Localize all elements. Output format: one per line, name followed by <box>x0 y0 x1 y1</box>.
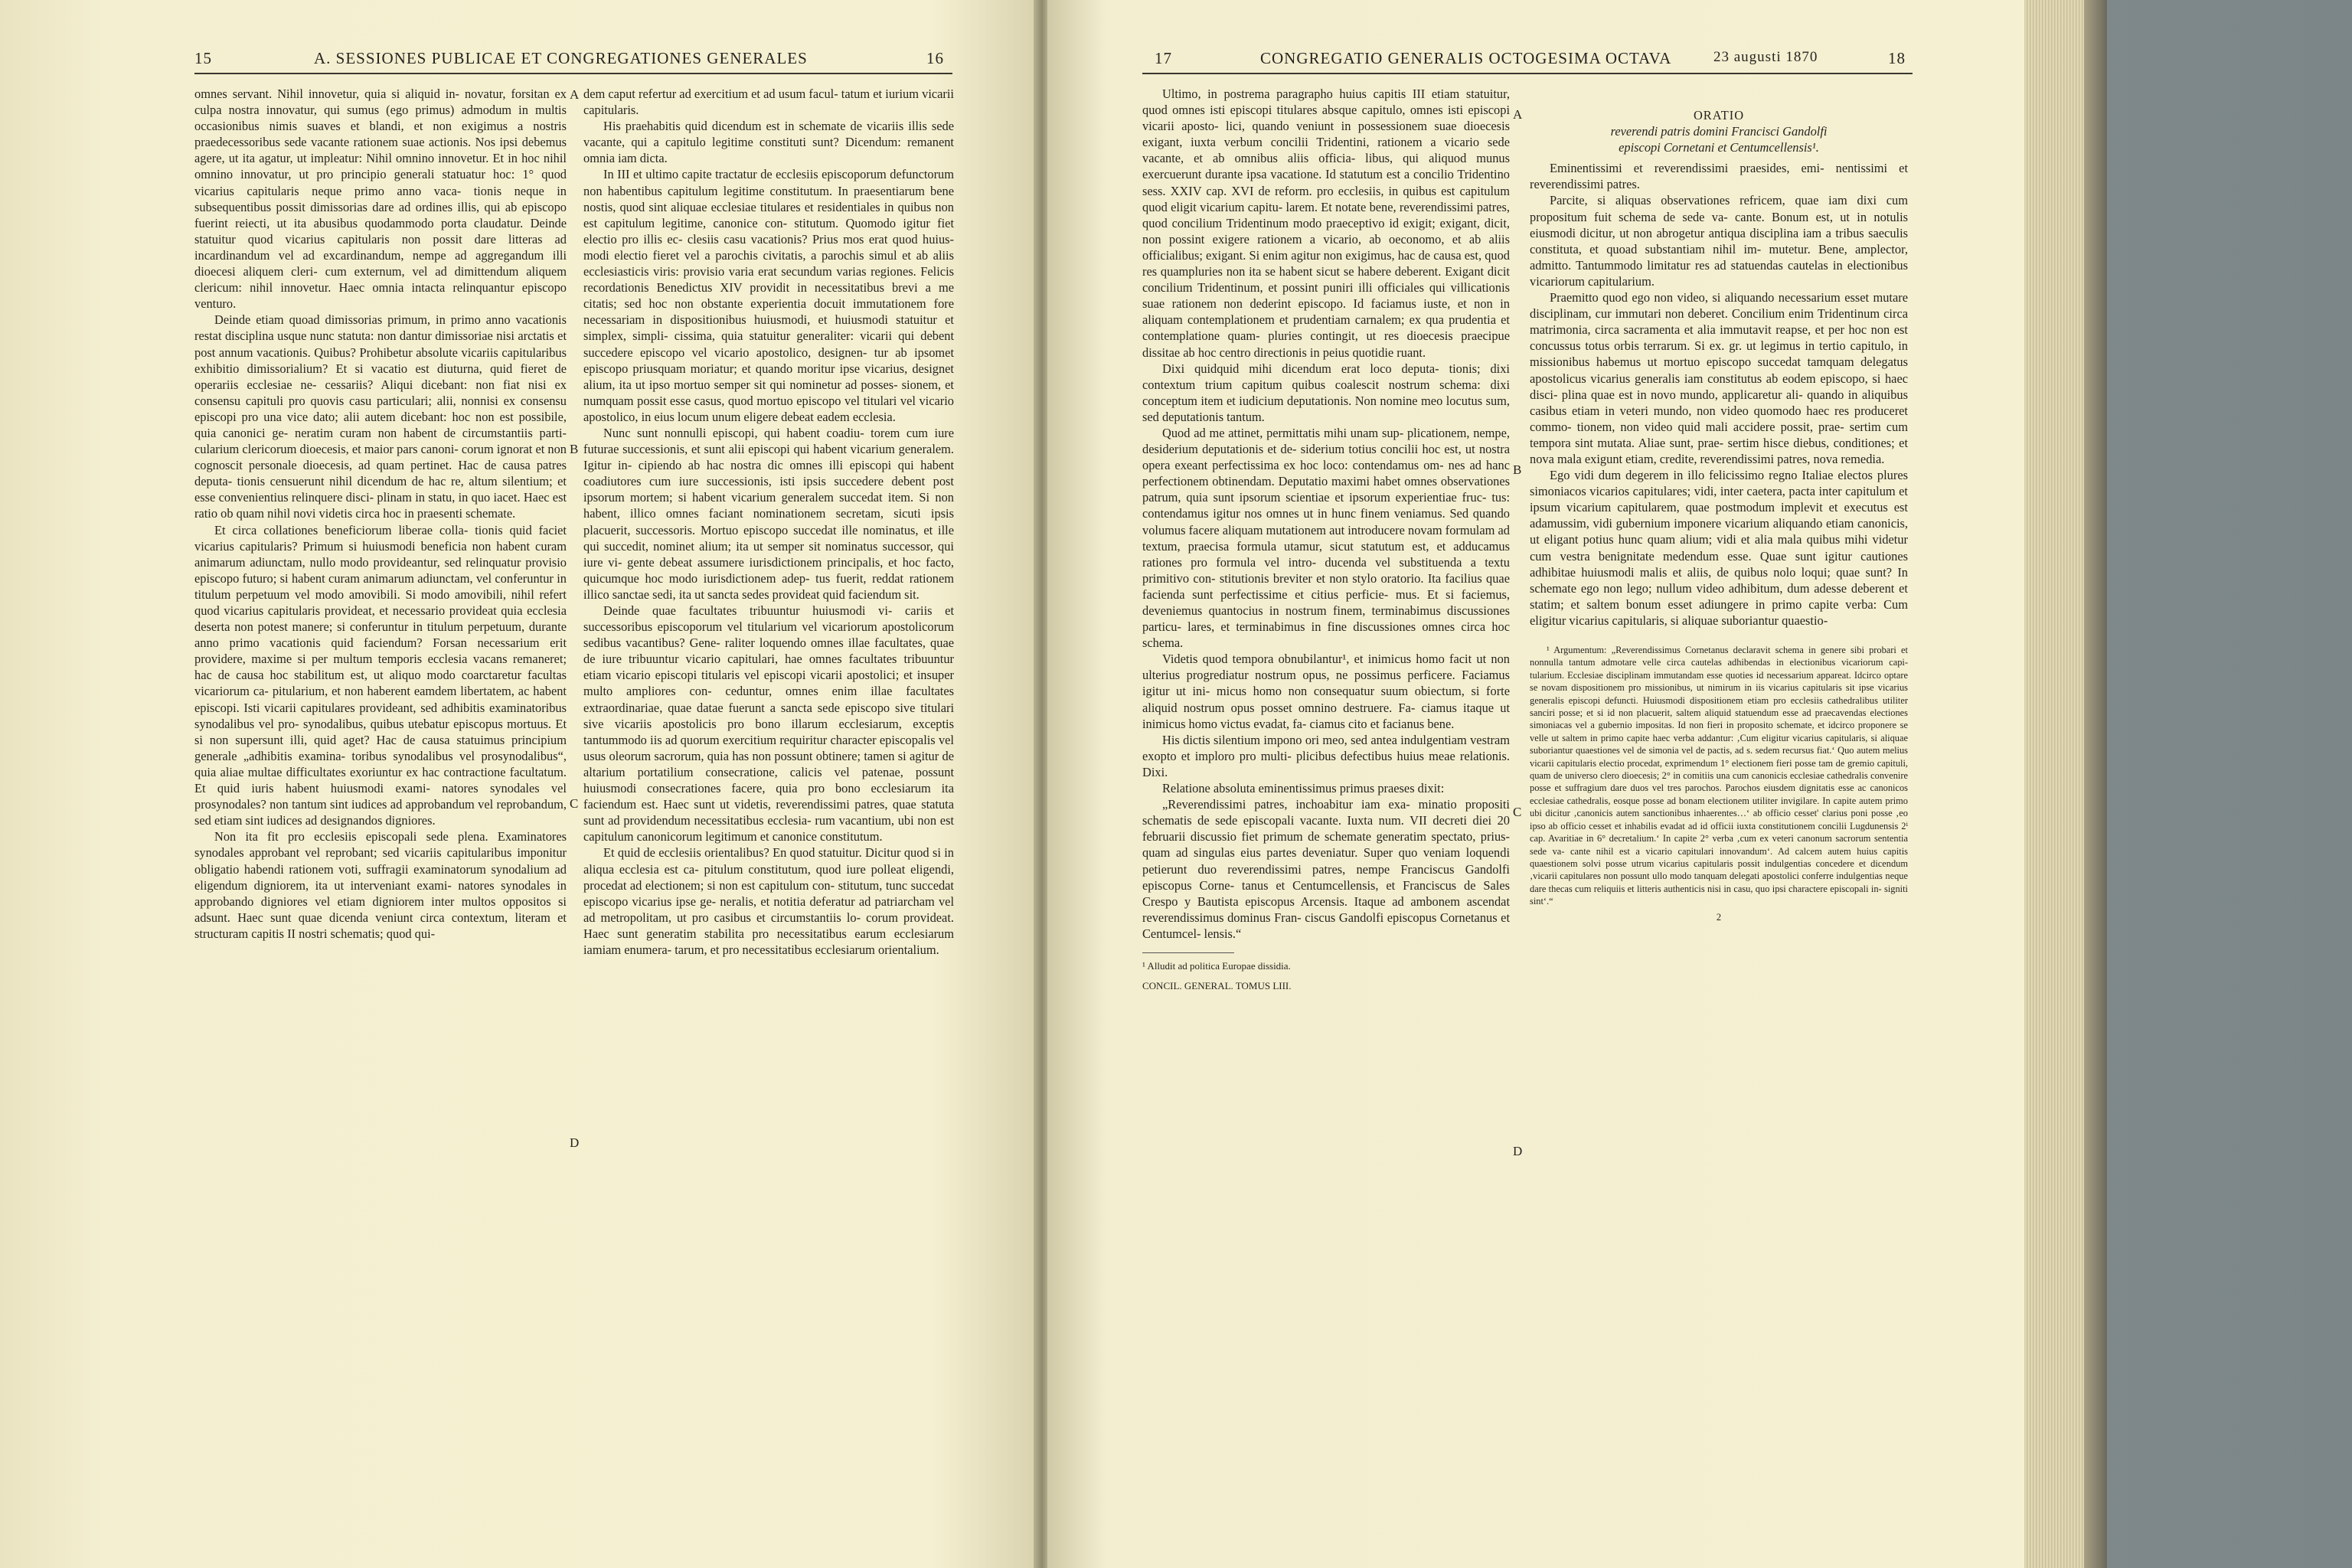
paragraph: Quod ad me attinet, permittatis mihi unam sup- plicationem, nempe, desiderium deputationis et de- siderium totius concilii hoc est, ut nostra opera exeant perfectissima ex hoc loco: contendamus om- nes ad hanc perfectionem obtinendam. Deputatio maximi habet omnes observationes patrum, quia sunt ipsorum scientiae et ipsorum experientiae fruc- tus: contendamus igitur nos omnes ut in hunc finem veniamus. Sed quando volumus facere aliquam mutationem aut introducere novam formulam ad textum, praecisa formula utamur, sicut statutum est, et adducamus rationes pro formula vel intro- ducenda vel substituenda a textu primitivo con- stitutionis breviter et non stylo oratorio. Ita facilius quae facienda sunt perfectissime et citius perficie- mus. Et si faciemus, deveniemus quantocius in nostrum finem, terminabimus discussiones particu- lares, et terminabimus in fine discussiones omnes circa hoc schema. <box>1142 425 1510 651</box>
paragraph: Praemitto quod ego non video, si aliquando necessarium esset mutare disciplinam, cur immutari non deberet. Concilium enim Tridentinum circa matrimonia, circa sacramenta et alia immutavit reapse, et per hoc non est concussus totus orbis terrarum. Si ex. gr. ut legimus in tertio capitulo, in missionibus habemus ut mortuo episcopo succedat tamquam delegatus apostolicus vicarius generalis iam constitutus ab eodem episcopo, si haec disci- plina quae est in novo mundo, applicaretur ali- quando in aliquibus casibus etiam in veteri mundo, non video quomodo haec res produceret commo- tionem, non video quid mali accidere possit, prae- sertim cum tempora sint mutata. Aliae sunt, prae- sertim hisce diebus, conditiones; et nova mala exigunt etiam, credite, reverendissimi patres, nova remedia. <box>1530 290 1908 466</box>
paragraph: Deinde etiam quoad dimissorias primum, in primo anno vacationis restat disciplina usque nunc statuta: non dantur dimissoriae nisi arctatis et post annum vacationis. Quibus? Prohibetur absolute vicariis capitularibus exhibitio dimissorialium? Et si vacatio est diuturna, quid fieret de operariis ecclesiae ne- cessariis? Aliqui dicebant: non fiat nisi ex consensu capituli pro quovis casu particulari; alii, nonnisi ex consensu episcopi pro una vice dato; alii autem dicebant: hoc non est possibile, quia canonici ge- neratim curam non habent de circumstantiis parti- cularium clericorum dioecesis, et maior pars canoni- corum ignorat et non cognoscit personale dioecesis, ad quam pertinet. Hac de causa patres deputa- tionis censuerunt nihil dicendum de hac re, altum silentium; et esse convenientius relinquere disci- plinam in statu, in quo iacet. Haec est ratio ob quam nihil novi videtis circa hoc in praesenti schemate. <box>194 312 567 521</box>
paragraph: In III et ultimo capite tractatur de ecclesiis episcoporum defunctorum non habentibus capitulum legitime constitutum. In praesentiarum bene nostis, quod sint aliquae ecclesiae titulares et residentiales in quibus non est capitulum legitime, canonice con- stitutum. Quomodo igitur fiet electio pro illis ec- clesiis casu vacationis? Prius mos erat quod huius- modi electio fieret vel a parochis civitatis, a parochis simul et ab aliis ecclesiasticis viris: provisio varia erat secundum varias regiones. Felicis recordationis Benedictus XIV providit in necessitatibus brevi a me citatis; sed hoc non obstante experientia docuit immutationem fore necessariam in dispositionibus huiusmodi, et huiusmodi statuitur et simplex, simpli- cissima, quia statuitur generaliter: vicarii qui debent succedere episcopo vel vicario apostolico, designen- tur ab ipsomet episcopo priusquam moriatur; et quando moritur ipse vicarius, designet alium, ita ut ipso mortuo semper sit qui nominetur ad posses- sionem, et numquam possit esse casus, quod mortuo episcopo vel titulari vel vicario apostolico, in eius locum unum eligere debeat eadem ecclesia. <box>583 167 954 424</box>
paragraph: Relatione absoluta eminentissimus primus praeses dixit: <box>1162 781 1445 796</box>
page-number-15: 15 <box>194 49 212 67</box>
right-page-column-2 <box>1530 107 1908 923</box>
oratio-subtitle: episcopi Cornetani et Centumcellensis¹. <box>1619 140 1819 155</box>
paragraph: Parcite, si aliquas observationes refricem, quae iam dixi cum propositum fuit schema de sede va- cante. Bonum est, ut in notulis eiusmodi dicitur, ut non abrogetur antiqua disciplina iam a tribus saeculis constituta, et quoad substantiam nihil im- mutetur. Bene, amplector, admitto. Tantummodo limitatur res ad statuendas cautelas in electionibus vicariorum capitularium. <box>1530 193 1908 289</box>
book-cover-edge <box>2084 0 2107 1568</box>
paragraph: Et quid de ecclesiis orientalibus? En quod statuitur. Dicitur quod si in aliqua ecclesia est ca- pitulum constitutum, quod iure polleat eligendi, procedat ad electionem; si non est capitulum con- stitutum, tunc succedat episcopo vicarius ipse ge- neralis, et notitia deferatur ad patriarcham vel ad metropolitam, ut pro casibus et circumstantiis lo- corum provideat. Haec sunt generatim stabilita pro necessitatibus earum ecclesiarum iamiam enumera- tarum, et pro necessitatibus ecclesiarum orientalium. <box>583 845 954 957</box>
signature-line: CONCIL. GENERAL. TOMUS LIII. <box>1142 979 1292 991</box>
footnote: ¹ Alludit ad politica Europae dissidia. <box>1142 959 1291 972</box>
paragraph: Videtis quod tempora obnubilantur¹, et inimicus homo facit ut non ulterius progrediatur nostrum opus, ne possimus perficere. Faciamus igitur ut ini- micus homo non consequatur suum obiectum, si forte aliquid nostrum opus posset omnino destruere. Fa- ciamus itaque ut inimicus homo victus evadat, fa- ciamus cito et facianus bene. <box>1142 652 1510 731</box>
paragraph: Eminentissimi et reverendissimi praesides, emi- nentissimi et reverendissimi patres. <box>1530 161 1908 192</box>
page-number-18: 18 <box>1888 49 1906 67</box>
right-page-column-1 <box>1142 86 1510 993</box>
paragraph: Non ita fit pro ecclesiis episcopali sede plena. Examinatores synodales approbant vel reprobant; sed vicariis capitularibus imponitur obligatio habendi rationem voti, suffragii examinatorum synodalium ad eligendum digniorem, ita ut interveniant exami- natores synodales in approbando digniores vel etiam digniorem inter multos oppositos si adsunt. Haec sunt quae dicenda veniunt circa contextum, literam et structuram capitis II nostri schematis; quod qui- <box>194 829 567 941</box>
margin-letter-b: B <box>570 442 579 456</box>
footnote-argumentum: ¹ Argumentum: „Reverendissimus Cornetanus declaravit schema in genere sibi probari et nonnulla tantum admotare velle circa cautelas adhibendas in electionibus vicariorum capi- tularium. Ecclesiae disciplinam immutandam esse quoties id necessarium appareat. Idcirco optare se novam dispositionem pro missionibus, ut nimirum in iis vicarius capitularis sit ipse vicarius generalis episcopi defuncti. Huiusmodi dispositionem etiam pro ecclesiis cathedralibus utiliter sanciri posse; et si id non placuerit, saltem aliquid statuendum esse ad praecavendas electiones simoniacas vel a gubernio impositas. Id non fieri in proposito schemate, et idcirco proponere se velle ut saltem in primo capite haec verba addantur: ‚Cum eligitur vicarius capitularis, si aliquae suboriantur quaestiones vel de simonia vel de pactis, ad s. sedem recursus fiat.‘ Quo autem melius vicarii capitularis electio procedat, exprimendum 1° electionem fieri posse tam de gremio capituli, quam de universo clero dioecesis; 2° in comitiis una cum canonicis ecclesiae cathedralis convenire posse et suffragium dare duos vel tres parochos. Parochos eiusdem dignitatis esse ac canonicos ecclesiae cathedralis, eosque posse ad bonam electionem utiliter invigilare. In capite autem primo ubi dicitur ‚canonicis autem sanctionibus inhaerentes…‘ ab officio cesset' clarius poni posse ‚eo ipso ab officio cesset et inhabilis evadat ad id officii iuxta constitutionem concilii Lugdunensis 2ⁱ cap. Avaritiae in 6° decretalium.‘ In capite 2° verba ‚cum ex veteri canonum sacrorum sententia sede va- cante nihil est a vicario capitulari innovandum‘. Ad calcem autem huius capitis quaestionem solvi posse utrum vicarius capitularis possit indulgentias concedere et dicendum ‚vicarii capitulares non possunt ullo modo tanquam delegati apostolici conferre indulgentias neque dare thecas cum reliquiis et litteris authenticis nisi in casu, quo ipsi charactere episcopali in- signiti sint‘.“ <box>1530 645 1908 907</box>
margin-letter-c: C <box>1513 805 1522 819</box>
right-page <box>1047 0 2024 1568</box>
paragraph: Et circa collationes beneficiorum liberae colla- tionis quid faciet vicarius capitularis? Primum si huiusmodi beneficia non habent curam animarum adiunctam, nullo modo provideantur, sed relinquatur provisio episcopo futuro; si habent curam animarum adiunctam, vel conferuntur in titulum perpetuum vel modo amovibili. Si modo amovibili, nihil refert quod vicarius capitularis provideat, et necessario provideat quia ecclesia deserta non potest manere; si conferuntur in titulum perpetuum, durante anno primo vacationis quid faciendum? Forsan necessarium erit providere, maxime si per multum temporis ecclesia vacans remaneret; hac de causa hoc stabilitum est, ut aliquo modo coarctaretur facultas vicariorum ca- pitularium, et non haberent eamdem libertatem, ac habent episcopi. Isti vicarii capitulares provideant, sed adhibitis examinatoribus synodalibus vel pro- synodalibus, quibus utebatur episcopus mortuus. Et si non supersunt illi, quid aget? Hac de causa statuimus principium generale „adhibitis examina- toribus synodalibus vel prosynodalibus“, quia aliae multae difficultates exoriuntur ex hac contractione facultatum. Et quid iuris habent huiusmodi exami- natores synodales vel prosynodales? non tantum sint iudices ad approbandum vel reprobandum, sed etiam sint iudices ad designandos digniores. <box>194 522 567 828</box>
left-page-column-1 <box>194 86 567 942</box>
header-rule <box>1142 73 1913 74</box>
left-page-column-2 <box>583 86 954 958</box>
paragraph: His dictis silentium impono ori meo, sed antea indulgentiam vestram exopto et imploro pro multi- plicibus defectibus huius meae relationis. Dixi. <box>1142 732 1510 779</box>
paragraph: Nunc sunt nonnulli episcopi, qui habent coadiu- torem cum iure futurae successionis, et sunt alii episcopi qui habent vicarium generalem. Igitur in- cipiendo ab hac nostra dic omnes illi episcopi qui habent coadiutores cum iure successionis, isti ipsis succedere debent post ipsorum mortem; si habent vicarium generalem succedat item. Si non habent, illico omnes faciant nominationem secretam, sicuti ipsis placuerit, successoris. Mortuo episcopo succedat ille nominatus, et ille qui succedit, nominet alium; ita ut semper sit nominatus successor, qui iure vi- gente debeat assumere iurisdictionem principalis, et hoc facto, quicumque hoc modo iurisdictionem adep- tus fuerit, reddat rationem illico sanctae sedi, ita ut sancta sedes provideat quid faciendum sit. <box>583 425 954 602</box>
book-page-edges <box>2024 0 2084 1568</box>
running-head-date: 23 augusti 1870 <box>1713 49 1818 65</box>
header-rule <box>194 73 952 74</box>
running-head-left: A. SESSIONES PUBLICAE ET CONGREGATIONES GENERALES <box>314 49 808 67</box>
paragraph: Deinde quae facultates tribuuntur huiusmodi vi- cariis et successoribus episcoporum vel titularium vel vicariorum apostolicorum sedibus vacantibus? Gene- raliter loquendo omnes illae facultates, quae de iure tribuuntur vicario capitulari, hae omnes facultates tribuuntur etiam vicario episcopi titularis vel episcopi vicarii apostolici; et insuper multo ampliores con- ceduntur, omnes enim illae facultates extraordinariae, quae datae fuerunt a sancta sede episcopo sive titulari sive vicariis apostolicis pro bono illarum ecclesiarum, exceptis tantummodo iis ad quorum exercitium requiritur character episcopalis vel usus oleorum sacrorum, quia has non possunt obtinere; tamen si agitur de altarium portatilium consecratione, calicis vel patenae, possunt huiusmodi consecrationes facere, quia pro bono ecclesiarum ita faciendum est. Haec sunt ut videtis, reverendissimi patres, quae statuta sunt ad providendum necessitatibus ecclesia- rum vacantium, ubi non est capitulum canonicorum legitimum et canonice constitutum. <box>583 603 954 844</box>
paragraph: Ego vidi dum degerem in illo felicissimo regno Italiae electos plures simoniacos vicarios capitulares; vidi, inter caetera, pacta inter capitulum et ipsum vicarium capitularem, quae postmodum implevit et executus est adamussim, vidi gubernium imponere vicarium aliquando etiam canonicis, ut eligant potius hunc quam alium; vidi et alia mala quibus mihi videtur cum vestra benignitate medendum esse. Quae sunt igitur cautiones adhibitae huiusmodi malis et aliis, de quibus nolo loqui; quae sunt? In schemate ego non lego; nullum video adhibitum, dum adesse deberent et statim; et saltem bonum esset adiungere in primo capite verba: Cum eligitur vicarius capitularis, si aliquae suboriantur quaestio- <box>1530 468 1908 628</box>
left-page <box>0 0 1035 1568</box>
margin-letter-a: A <box>570 87 580 102</box>
margin-letter-b: B <box>1513 462 1522 477</box>
page-number-16: 16 <box>926 49 944 67</box>
oratio-heading: ORATIO <box>1693 108 1745 122</box>
running-head-right: CONGREGATIO GENERALIS OCTOGESIMA OCTAVA <box>1260 49 1672 67</box>
margin-letter-a: A <box>1513 107 1523 122</box>
paragraph: „Reverendissimi patres, inchoabitur iam exa- minatio propositi schematis de sede episcopali vacante. Iuxta num. VII decreti diei 20 februarii discussio fiet primum de schemate generatim spectato, prius- quam ad singulas eius partes deveniatur. Super quo veniam loquendi petierunt duo reverendissimi patres, nempe Franciscus Gandolfi episcopus Corne- tanus et Centumcellensis, et Franciscus de Sales Crespo y Bautista episcopus Arcensis. Itaque ad ambonem ascendat reverendissimus dominus Fran- ciscus Gandolfi episcopus Cornetanus et Centumcel- lensis.“ <box>1142 797 1510 941</box>
page-signature-mark: 2 <box>1716 911 1722 923</box>
margin-letter-d: D <box>1513 1144 1523 1158</box>
paragraph: Ultimo, in postrema paragrapho huius capitis III etiam statuitur, quod omnes isti episcopi titulares absque capitulo, omnes isti episcopi vicarii aposto- lici, quando veniunt in possessionem suae dioecesis exigant, iuxta verbum concilii Tridentini, rationem a vicario sede vacante, et ab omnibus aliis officia- libus, qui aliquod munus exercuerunt durante ipsa vacatione. Id statutum est a concilio Tridentino sess. XXIV cap. XVI de reform. pro ecclesiis, in quibus est capitulum quod eligit vicarium capitu- larem. Et notate bene, reverendissimi patres, quod concilium Tridentinum modo praeceptivo id exigit; exigant, dicit, non possint exigere rationem a vicario, ab oeconomo, et ab aliis officialibus; exigant. Si enim agitur non exigimus, hac de causa est, quod res quampluries non ita se habent sicut se habere deberent. Exigant dicit concilium Tridentinum, et possint puniri illi officiales qui villicationis suae rationem non dederint episcopo. Id faciamus iuste, et non in aliquam contemplationem et prudentiam carnalem; ex qua prudentia et contemplatione quam- pluries contingit, ut res dioecesis praecipue dissitae ab hoc centro directionis in peius quotidie ruant. <box>1142 87 1510 360</box>
margin-letter-c: C <box>570 796 579 811</box>
footnote-rule <box>1142 952 1234 953</box>
paragraph: Dixi quidquid mihi dicendum erat loco deputa- tionis; dixi contextum trium capitum quibus coalescit nostrum schema: dixi conceptum item et iudicium deputationis. Non nomine meo locutus sum, sed deputationis tantum. <box>1142 361 1510 424</box>
paragraph: His praehabitis quid dicendum est in schemate de vicariis illis sede vacante, qui a capitulo legitime constituti sunt? Dicendum: remanent omnia iam dicta. <box>583 119 954 166</box>
margin-letter-d: D <box>570 1135 580 1150</box>
page-number-17: 17 <box>1155 49 1172 67</box>
paragraph: dem caput refertur ad exercitium et ad usum facul- tatum et iurium vicarii capitularis. <box>583 87 954 118</box>
oratio-subtitle: reverendi patris domini Francisci Gandolfi <box>1610 124 1828 139</box>
paragraph: omnes servant. Nihil innovetur, quia si aliquid in- novatur, forsitan ex culpa nostra innovatur, qui sumus (ego primus) admodum in multis occasionibus nimis suaves et blandi, et non exigimus a nostris praedecessoribus sede vacante rationem suae actionis. Nos ipsi debemus agere, ut ita agatur, ut impleatur: Nihil omnino innovetur. Et in hoc nihil omnino innovatur, ut pro principio generali statuatur hoc: 1° quod vicarius capitularis neque primo anno vaca- tionis neque in subsequentibus possit dimissorias dare ad ordines illis, qui ab episcopo fuerint reiecti, ut ita abusibus quodammodo porta claudatur. Deinde statuitur quod vicarius capitularis non possit dare litteras ad incardinandum vel ad excardinandum, nempe ad aggregandum illi dioecesi aliquem cleri- cum externum, vel ad dimittendum aliquem clericum: nihil innovetur. Haec omnia intacta relinquantur episcopo venturo. <box>194 87 567 312</box>
